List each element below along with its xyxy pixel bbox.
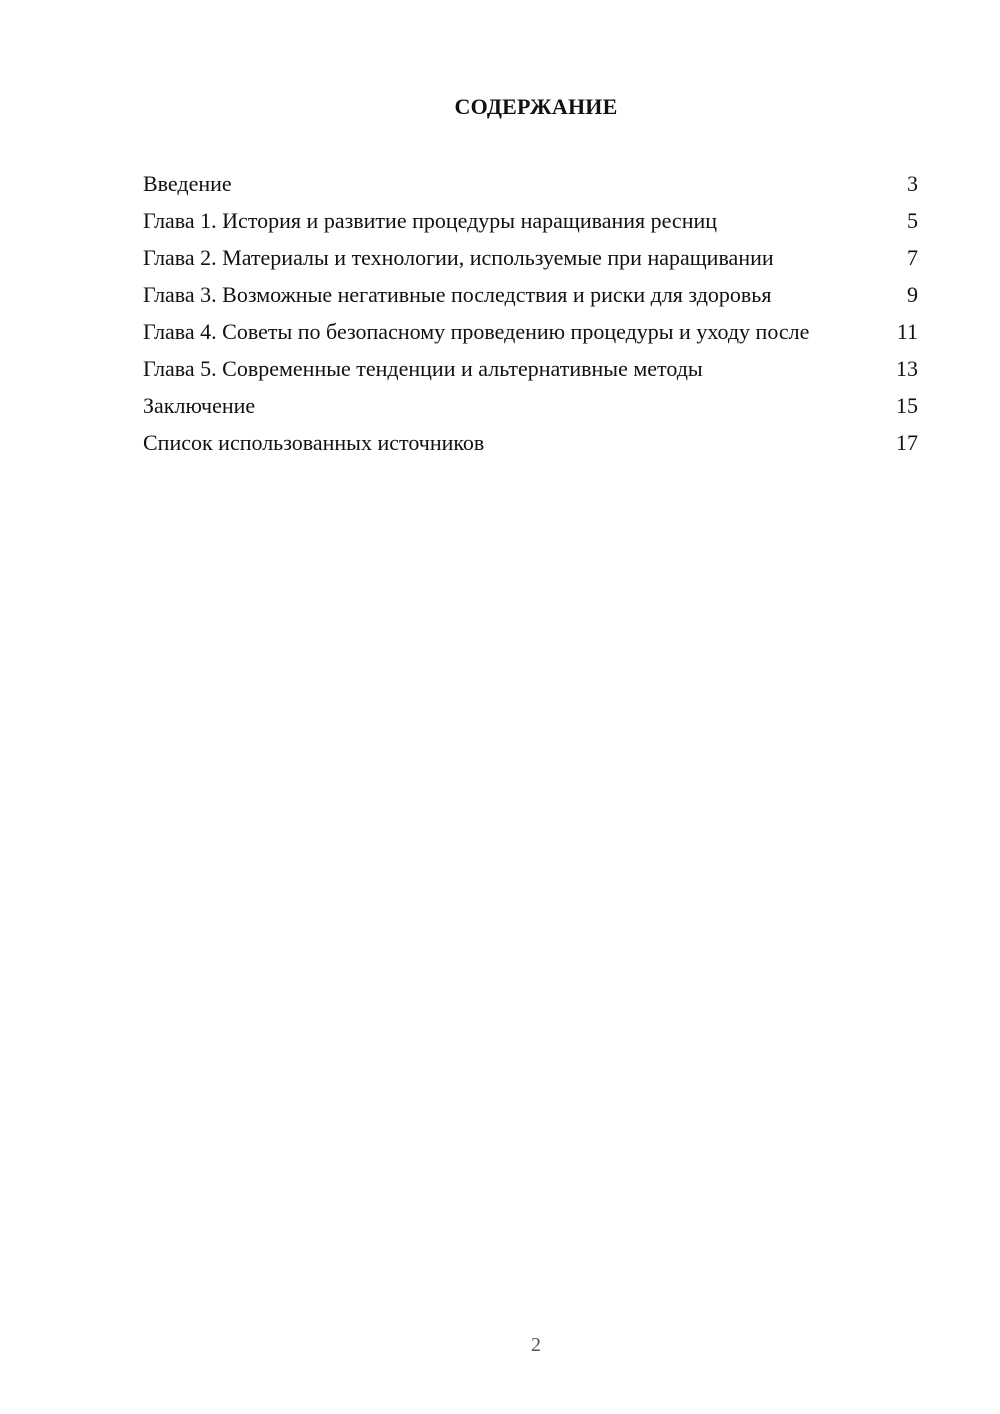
- toc-item-chapter-2: [143, 244, 918, 271]
- toc-item-introduction: [143, 170, 918, 197]
- toc-item-text: Глава 2. Материалы и технологии, используемые при наращивании: [143, 245, 774, 270]
- toc-item-chapter-5: [143, 355, 918, 382]
- toc-item-page: 17: [896, 430, 918, 455]
- toc-item-references: [143, 429, 918, 456]
- table-of-contents: [143, 170, 918, 466]
- toc-item-page: 7: [907, 245, 918, 270]
- toc-item-page: 11: [896, 319, 918, 344]
- toc-item-chapter-3: [143, 281, 918, 308]
- toc-item-page: 3: [907, 171, 918, 196]
- toc-item-text: Заключение: [143, 393, 256, 418]
- toc-item-chapter-4: [143, 318, 918, 345]
- toc-item-page: 15: [896, 393, 918, 418]
- toc-item-text: Глава 3. Возможные негативные последствия и риски для здоровья: [143, 282, 772, 307]
- toc-item-page: 9: [907, 282, 918, 307]
- page-title: СОДЕРЖАНИЕ: [454, 94, 618, 119]
- toc-item-page: 13: [896, 356, 918, 381]
- toc-item-page: 5: [907, 208, 918, 233]
- toc-item-text: Глава 4. Советы по безопасному проведению процедуры и уходу после: [143, 319, 810, 344]
- toc-item-text: Введение: [143, 171, 232, 196]
- toc-item-text: Глава 5. Современные тенденции и альтернативные методы: [143, 356, 703, 381]
- page-number: 2: [531, 1334, 541, 1356]
- toc-item-conclusion: [143, 392, 918, 419]
- toc-item-text: Список использованных источников: [143, 430, 485, 455]
- toc-item-text: Глава 1. История и развитие процедуры наращивания ресниц: [143, 208, 718, 233]
- toc-item-chapter-1: [143, 207, 918, 234]
